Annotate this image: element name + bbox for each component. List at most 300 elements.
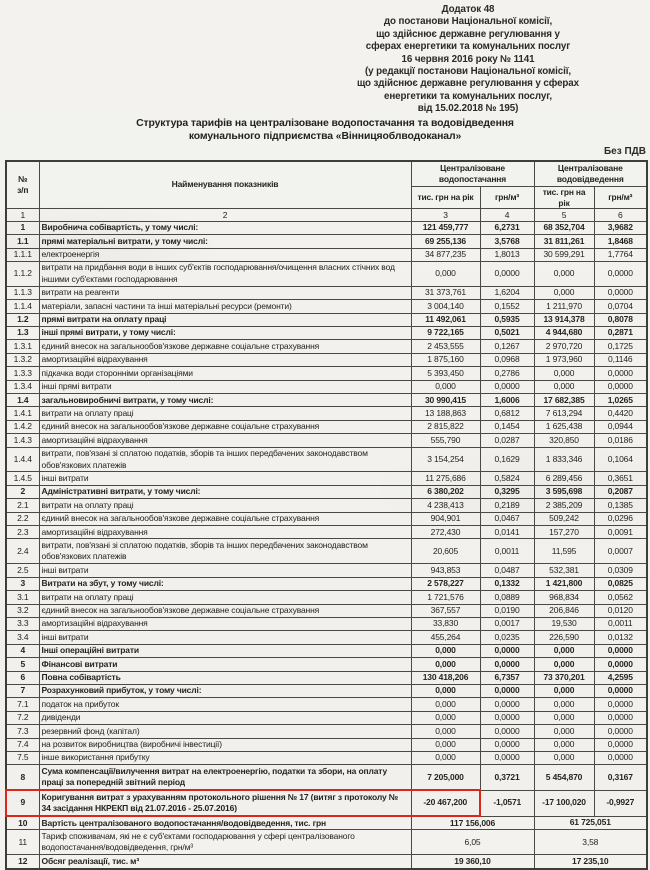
table-row bbox=[6, 564, 647, 577]
value-cell: 0,0944 bbox=[594, 420, 647, 433]
column-index-row bbox=[6, 209, 647, 222]
row-label: Розрахунковий прибуток, у тому числі: bbox=[39, 684, 411, 697]
row-label: прямі матеріальні витрати, у тому числі: bbox=[39, 235, 411, 248]
row-number: 3.4 bbox=[6, 631, 39, 644]
row-number: 9 bbox=[6, 790, 39, 816]
value-cell: 0,6812 bbox=[480, 407, 534, 420]
table-row bbox=[6, 420, 647, 433]
table-row bbox=[6, 577, 647, 590]
value-cell: 0,1454 bbox=[480, 420, 534, 433]
table-row bbox=[6, 313, 647, 326]
row-label: витрати на оплату праці bbox=[39, 499, 411, 512]
value-cell: 0,0091 bbox=[594, 526, 647, 539]
value-cell: 509,242 bbox=[534, 512, 594, 525]
value-cell: 0,000 bbox=[411, 658, 480, 671]
value-cell: 6,7357 bbox=[480, 671, 534, 684]
value-cell: 17 235,10 bbox=[534, 855, 647, 869]
value-cell: 0,000 bbox=[534, 658, 594, 671]
value-cell: 13 914,378 bbox=[534, 313, 594, 326]
row-label: матеріали, запасні частини та інші матеріальні ресурси (ремонти) bbox=[39, 300, 411, 313]
row-label: Сума компенсації/вилучення витрат на електроенергію, податки та збори, на оплату праці за попередній звітний період bbox=[39, 765, 411, 790]
tariff-structure-table bbox=[5, 160, 648, 870]
table-row bbox=[6, 261, 647, 286]
document-title-line1: Структура тарифів на централізоване водопостачання та водовідведення bbox=[136, 118, 514, 129]
header-unit-uah-m3-ww: грн/м³ bbox=[594, 186, 647, 208]
value-cell: 7 205,000 bbox=[411, 765, 480, 790]
note-line: енергетики та комунальних послуг, bbox=[384, 90, 552, 102]
row-number: 2.2 bbox=[6, 512, 39, 525]
value-cell: 0,0296 bbox=[594, 512, 647, 525]
value-cell: 0,3651 bbox=[594, 472, 647, 485]
row-label: прямі витрати на оплату праці bbox=[39, 313, 411, 326]
row-label: на розвиток виробництва (виробничі інвестиції) bbox=[39, 738, 411, 751]
row-label: інше використання прибутку bbox=[39, 751, 411, 764]
row-label: Витрати на збут, у тому числі: bbox=[39, 577, 411, 590]
value-cell: 0,0000 bbox=[594, 725, 647, 738]
row-number: 1.4.4 bbox=[6, 447, 39, 472]
table-row bbox=[6, 340, 647, 353]
value-cell: 0,0000 bbox=[480, 684, 534, 697]
value-cell: 0,000 bbox=[534, 738, 594, 751]
value-cell: 34 877,235 bbox=[411, 248, 480, 261]
table-header-group-row bbox=[6, 161, 647, 186]
value-cell: 0,0000 bbox=[594, 644, 647, 657]
row-label: амортизаційні відрахування bbox=[39, 617, 411, 630]
value-cell: 0,8078 bbox=[594, 313, 647, 326]
table-body bbox=[6, 221, 647, 868]
row-number: 8 bbox=[6, 765, 39, 790]
table-row bbox=[6, 855, 647, 869]
row-label: Обсяг реалізації, тис. м³ bbox=[39, 855, 411, 869]
row-label: єдиний внесок на загальнообов'язкове державне соціальне страхування bbox=[39, 340, 411, 353]
header-unit-thousand-uah-ws: тис. грн на рік bbox=[411, 186, 480, 208]
value-cell: 0,0000 bbox=[480, 644, 534, 657]
row-number: 11 bbox=[6, 830, 39, 855]
header-group-wastewater: Централізоване водовідведення bbox=[534, 161, 647, 186]
value-cell: 6 289,456 bbox=[534, 472, 594, 485]
value-cell: 0,000 bbox=[534, 698, 594, 711]
row-label: Повна собівартість bbox=[39, 671, 411, 684]
value-cell: 0,1332 bbox=[480, 577, 534, 590]
row-label: єдиний внесок на загальнообов'язкове державне соціальне страхування bbox=[39, 420, 411, 433]
value-cell: 0,0011 bbox=[594, 617, 647, 630]
value-cell: 0,1146 bbox=[594, 353, 647, 366]
value-cell: 1,6006 bbox=[480, 394, 534, 407]
value-cell: 2 815,822 bbox=[411, 420, 480, 433]
value-cell: 61 725,051 bbox=[534, 816, 647, 830]
value-cell: 0,0000 bbox=[594, 698, 647, 711]
table-row bbox=[6, 353, 647, 366]
row-number: 1.3.2 bbox=[6, 353, 39, 366]
value-cell: 0,3295 bbox=[480, 485, 534, 498]
table-row bbox=[6, 725, 647, 738]
value-cell: 4 238,413 bbox=[411, 499, 480, 512]
value-cell: 367,557 bbox=[411, 604, 480, 617]
value-cell: 3,58 bbox=[534, 830, 647, 855]
row-label: витрати на придбання води в інших суб'єктів господарювання/очищення власних стічних вод іншими суб'єктами господарювання bbox=[39, 261, 411, 286]
row-number: 1.3.3 bbox=[6, 367, 39, 380]
value-cell: 157,270 bbox=[534, 526, 594, 539]
row-label: єдиний внесок на загальнообов'язкове державне соціальне страхування bbox=[39, 512, 411, 525]
value-cell: 0,0000 bbox=[480, 698, 534, 711]
value-cell: 5 393,450 bbox=[411, 367, 480, 380]
value-cell: 0,2786 bbox=[480, 367, 534, 380]
value-cell: 3 004,140 bbox=[411, 300, 480, 313]
table-row bbox=[6, 698, 647, 711]
value-cell: 30 599,291 bbox=[534, 248, 594, 261]
value-cell: 3 595,698 bbox=[534, 485, 594, 498]
value-cell: 0,2087 bbox=[594, 485, 647, 498]
value-cell: 0,0000 bbox=[594, 367, 647, 380]
column-index: 1 bbox=[6, 209, 39, 222]
row-number: 7.5 bbox=[6, 751, 39, 764]
value-cell: 31 373,761 bbox=[411, 286, 480, 299]
row-number: 1.3.4 bbox=[6, 380, 39, 393]
column-index: 2 bbox=[39, 209, 411, 222]
value-cell: 4,2595 bbox=[594, 671, 647, 684]
value-cell: 0,0562 bbox=[594, 591, 647, 604]
value-cell: -17 100,020 bbox=[534, 790, 594, 816]
value-cell: 0,000 bbox=[411, 751, 480, 764]
value-cell: 7 613,294 bbox=[534, 407, 594, 420]
value-cell: 33,830 bbox=[411, 617, 480, 630]
value-cell: 0,000 bbox=[534, 751, 594, 764]
row-label: єдиний внесок на загальнообов'язкове державне соціальне страхування bbox=[39, 604, 411, 617]
row-number: 7.2 bbox=[6, 711, 39, 724]
value-cell: 0,0704 bbox=[594, 300, 647, 313]
row-label: підкачка води сторонніми організаціями bbox=[39, 367, 411, 380]
value-cell: 532,381 bbox=[534, 564, 594, 577]
vat-note: Без ПДВ bbox=[603, 146, 646, 157]
row-number: 5 bbox=[6, 658, 39, 671]
value-cell: 904,901 bbox=[411, 512, 480, 525]
value-cell: 1 211,970 bbox=[534, 300, 594, 313]
value-cell: 0,0235 bbox=[480, 631, 534, 644]
row-label: амортизаційні відрахування bbox=[39, 434, 411, 447]
value-cell: 968,834 bbox=[534, 591, 594, 604]
row-label: інші прямі витрати bbox=[39, 380, 411, 393]
row-label: витрати на оплату праці bbox=[39, 407, 411, 420]
row-number: 7.1 bbox=[6, 698, 39, 711]
note-line: що здійснює державне регулювання у сферах bbox=[356, 78, 580, 90]
table-row bbox=[6, 367, 647, 380]
table-row bbox=[6, 485, 647, 498]
row-label: витрати на оплату праці bbox=[39, 591, 411, 604]
table-row bbox=[6, 631, 647, 644]
row-label: податок на прибуток bbox=[39, 698, 411, 711]
row-number: 3.1 bbox=[6, 591, 39, 604]
document-title-line2: комунального підприємства «Вінницяоблводоканал» bbox=[188, 130, 462, 142]
value-cell: 0,1385 bbox=[594, 499, 647, 512]
row-number: 3.2 bbox=[6, 604, 39, 617]
row-label: Адміністративні витрати, у тому числі: bbox=[39, 485, 411, 498]
row-number: 1.1.3 bbox=[6, 286, 39, 299]
column-index: 6 bbox=[594, 209, 647, 222]
row-number: 1.4.5 bbox=[6, 472, 39, 485]
note-line: від 15.02.2018 № 195) bbox=[417, 103, 519, 115]
table-row bbox=[6, 326, 647, 339]
header-name: Найменування показників bbox=[39, 161, 411, 209]
value-cell: 0,0190 bbox=[480, 604, 534, 617]
value-cell: 206,846 bbox=[534, 604, 594, 617]
value-cell: 0,0120 bbox=[594, 604, 647, 617]
value-cell: 0,000 bbox=[534, 684, 594, 697]
value-cell: 0,0000 bbox=[594, 738, 647, 751]
row-label: Тариф споживачам, які не є суб'єктами господарювання у сфері централізованого водопостачання/водовідведення, грн/м³ bbox=[39, 830, 411, 855]
value-cell: 0,0000 bbox=[594, 261, 647, 286]
column-index: 5 bbox=[534, 209, 594, 222]
value-cell: -20 467,200 bbox=[411, 790, 480, 816]
table-row bbox=[6, 765, 647, 790]
value-cell: 2 385,209 bbox=[534, 499, 594, 512]
value-cell: 2 453,555 bbox=[411, 340, 480, 353]
column-index: 4 bbox=[480, 209, 534, 222]
table-row bbox=[6, 394, 647, 407]
value-cell: 0,000 bbox=[534, 725, 594, 738]
table-row bbox=[6, 300, 647, 313]
table-row bbox=[6, 591, 647, 604]
row-label: інші прямі витрати, у тому числі: bbox=[39, 326, 411, 339]
note-line: сферах енергетики та комунальних послуг bbox=[365, 41, 571, 53]
value-cell: 0,0011 bbox=[480, 539, 534, 564]
value-cell: 1,8013 bbox=[480, 248, 534, 261]
note-line: що здійснює державне регулювання у bbox=[376, 28, 560, 40]
value-cell: 68 352,704 bbox=[534, 221, 594, 234]
table-row bbox=[6, 512, 647, 525]
table-row bbox=[6, 526, 647, 539]
value-cell: 1,0265 bbox=[594, 394, 647, 407]
value-cell: 0,000 bbox=[534, 644, 594, 657]
value-cell: 117 156,006 bbox=[411, 816, 534, 830]
value-cell: 0,0000 bbox=[480, 261, 534, 286]
header-unit-uah-m3-ws: грн/м³ bbox=[480, 186, 534, 208]
row-number: 2.1 bbox=[6, 499, 39, 512]
value-cell: 1 721,576 bbox=[411, 591, 480, 604]
value-cell: 30 990,415 bbox=[411, 394, 480, 407]
row-label: Вартість централізованого водопостачання/водовідведення, тис. грн bbox=[39, 816, 411, 830]
value-cell: 0,0000 bbox=[594, 684, 647, 697]
value-cell: 9 722,165 bbox=[411, 326, 480, 339]
row-number: 1.1.4 bbox=[6, 300, 39, 313]
value-cell: 0,000 bbox=[411, 261, 480, 286]
row-label: загальновиробничі витрати, у тому числі: bbox=[39, 394, 411, 407]
value-cell: 272,430 bbox=[411, 526, 480, 539]
value-cell: 19,530 bbox=[534, 617, 594, 630]
appendix-note bbox=[288, 4, 648, 116]
table-row bbox=[6, 434, 647, 447]
table-row bbox=[6, 738, 647, 751]
table-row bbox=[6, 617, 647, 630]
table-row bbox=[6, 221, 647, 234]
value-cell: 0,0889 bbox=[480, 591, 534, 604]
table-row bbox=[6, 604, 647, 617]
note-line: до постанови Національної комісії, bbox=[383, 16, 553, 28]
row-number: 1.4.2 bbox=[6, 420, 39, 433]
value-cell: 0,1552 bbox=[480, 300, 534, 313]
value-cell: 0,1064 bbox=[594, 447, 647, 472]
value-cell: 0,000 bbox=[534, 367, 594, 380]
row-number: 1.2 bbox=[6, 313, 39, 326]
value-cell: 0,0000 bbox=[480, 658, 534, 671]
value-cell: 0,0487 bbox=[480, 564, 534, 577]
value-cell: 3,5768 bbox=[480, 235, 534, 248]
value-cell: 6,05 bbox=[411, 830, 534, 855]
value-cell: 0,0132 bbox=[594, 631, 647, 644]
table-row bbox=[6, 790, 647, 816]
row-number: 1.4 bbox=[6, 394, 39, 407]
value-cell: 0,5824 bbox=[480, 472, 534, 485]
row-label: електроенергія bbox=[39, 248, 411, 261]
header-num-line1: № bbox=[18, 173, 28, 184]
row-label: інші витрати bbox=[39, 631, 411, 644]
value-cell: 0,000 bbox=[534, 286, 594, 299]
value-cell: 0,2871 bbox=[594, 326, 647, 339]
row-number: 2.3 bbox=[6, 526, 39, 539]
row-label: дивіденди bbox=[39, 711, 411, 724]
value-cell: 0,000 bbox=[534, 380, 594, 393]
table-row bbox=[6, 658, 647, 671]
value-cell: 0,000 bbox=[411, 738, 480, 751]
value-cell: 19 360,10 bbox=[411, 855, 534, 869]
row-number: 3.3 bbox=[6, 617, 39, 630]
value-cell: 0,0000 bbox=[594, 711, 647, 724]
value-cell: 0,000 bbox=[411, 698, 480, 711]
value-cell: 0,3721 bbox=[480, 765, 534, 790]
note-line: Додаток 48 bbox=[441, 4, 495, 15]
value-cell: 0,0000 bbox=[480, 725, 534, 738]
value-cell: 0,000 bbox=[411, 711, 480, 724]
value-cell: 20,605 bbox=[411, 539, 480, 564]
value-cell: 1,8468 bbox=[594, 235, 647, 248]
row-label: витрати, пов'язані зі сплатою податків, зборів та інших передбачених законодавством обов'язкових платежів bbox=[39, 447, 411, 472]
value-cell: 0,0000 bbox=[480, 380, 534, 393]
row-number: 1.3.1 bbox=[6, 340, 39, 353]
row-label: інші витрати bbox=[39, 564, 411, 577]
value-cell: 1 973,960 bbox=[534, 353, 594, 366]
table-row bbox=[6, 539, 647, 564]
value-cell: 0,1629 bbox=[480, 447, 534, 472]
value-cell: 226,590 bbox=[534, 631, 594, 644]
header-unit-thousand-uah-ww: тис. грн на рік bbox=[534, 186, 594, 208]
value-cell: 0,0287 bbox=[480, 434, 534, 447]
value-cell: 0,4420 bbox=[594, 407, 647, 420]
value-cell: 0,000 bbox=[411, 684, 480, 697]
value-cell: 0,0968 bbox=[480, 353, 534, 366]
value-cell: 0,0309 bbox=[594, 564, 647, 577]
value-cell: 0,1725 bbox=[594, 340, 647, 353]
value-cell: 0,0000 bbox=[594, 286, 647, 299]
row-label: амортизаційні відрахування bbox=[39, 353, 411, 366]
row-label: Інші операційні витрати bbox=[39, 644, 411, 657]
table-row bbox=[6, 751, 647, 764]
value-cell: 4 944,680 bbox=[534, 326, 594, 339]
value-cell: 1 833,346 bbox=[534, 447, 594, 472]
header-num-line2: з/п bbox=[17, 185, 29, 196]
row-number: 1.1.2 bbox=[6, 261, 39, 286]
value-cell: 6,2731 bbox=[480, 221, 534, 234]
value-cell: 0,3167 bbox=[594, 765, 647, 790]
table-row bbox=[6, 644, 647, 657]
value-cell: 1,7764 bbox=[594, 248, 647, 261]
table-row bbox=[6, 447, 647, 472]
row-label: витрати, пов'язані зі сплатою податків, зборів та інших передбачених законодавством обов'язкових платежів bbox=[39, 539, 411, 564]
value-cell: 0,5021 bbox=[480, 326, 534, 339]
row-number: 1 bbox=[6, 221, 39, 234]
table-row bbox=[6, 830, 647, 855]
row-label: інші витрати bbox=[39, 472, 411, 485]
value-cell: 5 454,870 bbox=[534, 765, 594, 790]
row-number: 12 bbox=[6, 855, 39, 869]
row-label: Коригування витрат з урахуванням протокольного рішення № 17 (витяг з протоколу № 34 засідання НКРЕКП від 21.07.2016 - 25.07.2016) bbox=[39, 790, 411, 816]
row-label: Фінансові витрати bbox=[39, 658, 411, 671]
value-cell: 943,853 bbox=[411, 564, 480, 577]
value-cell: 13 188,863 bbox=[411, 407, 480, 420]
value-cell: 0,0007 bbox=[594, 539, 647, 564]
row-number: 1.3 bbox=[6, 326, 39, 339]
header-group-water-supply: Централізоване водопостачання bbox=[411, 161, 534, 186]
header-num bbox=[6, 161, 39, 209]
row-label: амортизаційні відрахування bbox=[39, 526, 411, 539]
row-number: 1.4.1 bbox=[6, 407, 39, 420]
value-cell: 555,790 bbox=[411, 434, 480, 447]
table-row bbox=[6, 286, 647, 299]
row-number: 1.1 bbox=[6, 235, 39, 248]
row-number: 1.1.1 bbox=[6, 248, 39, 261]
value-cell: 0,0186 bbox=[594, 434, 647, 447]
value-cell: 2 578,227 bbox=[411, 577, 480, 590]
table-row bbox=[6, 235, 647, 248]
value-cell: 3 154,254 bbox=[411, 447, 480, 472]
value-cell: 0,0000 bbox=[594, 751, 647, 764]
table-row bbox=[6, 407, 647, 420]
table-row bbox=[6, 472, 647, 485]
table-row bbox=[6, 816, 647, 830]
value-cell: 0,0000 bbox=[480, 738, 534, 751]
row-number: 2.5 bbox=[6, 564, 39, 577]
value-cell: 1 875,160 bbox=[411, 353, 480, 366]
table-row bbox=[6, 711, 647, 724]
value-cell: 0,0000 bbox=[480, 751, 534, 764]
value-cell: 0,000 bbox=[411, 644, 480, 657]
value-cell: 0,5935 bbox=[480, 313, 534, 326]
table-row bbox=[6, 499, 647, 512]
value-cell: 0,0000 bbox=[594, 658, 647, 671]
row-number: 7.4 bbox=[6, 738, 39, 751]
value-cell: 0,2189 bbox=[480, 499, 534, 512]
row-number: 6 bbox=[6, 671, 39, 684]
row-number: 10 bbox=[6, 816, 39, 830]
value-cell: 0,000 bbox=[411, 380, 480, 393]
value-cell: 17 682,385 bbox=[534, 394, 594, 407]
value-cell: 0,0017 bbox=[480, 617, 534, 630]
value-cell: 11,595 bbox=[534, 539, 594, 564]
value-cell: 2 970,720 bbox=[534, 340, 594, 353]
value-cell: 1 421,800 bbox=[534, 577, 594, 590]
value-cell: 0,0000 bbox=[594, 380, 647, 393]
value-cell: 130 418,206 bbox=[411, 671, 480, 684]
row-number: 7.3 bbox=[6, 725, 39, 738]
document-title bbox=[0, 118, 650, 143]
table-row bbox=[6, 684, 647, 697]
row-label: резервний фонд (капітал) bbox=[39, 725, 411, 738]
value-cell: 1 625,438 bbox=[534, 420, 594, 433]
value-cell: 0,0141 bbox=[480, 526, 534, 539]
note-line: (у редакції постанови Національної комісії, bbox=[365, 66, 571, 78]
value-cell: -1,0571 bbox=[480, 790, 534, 816]
value-cell: 69 255,136 bbox=[411, 235, 480, 248]
row-number: 4 bbox=[6, 644, 39, 657]
table-row bbox=[6, 380, 647, 393]
